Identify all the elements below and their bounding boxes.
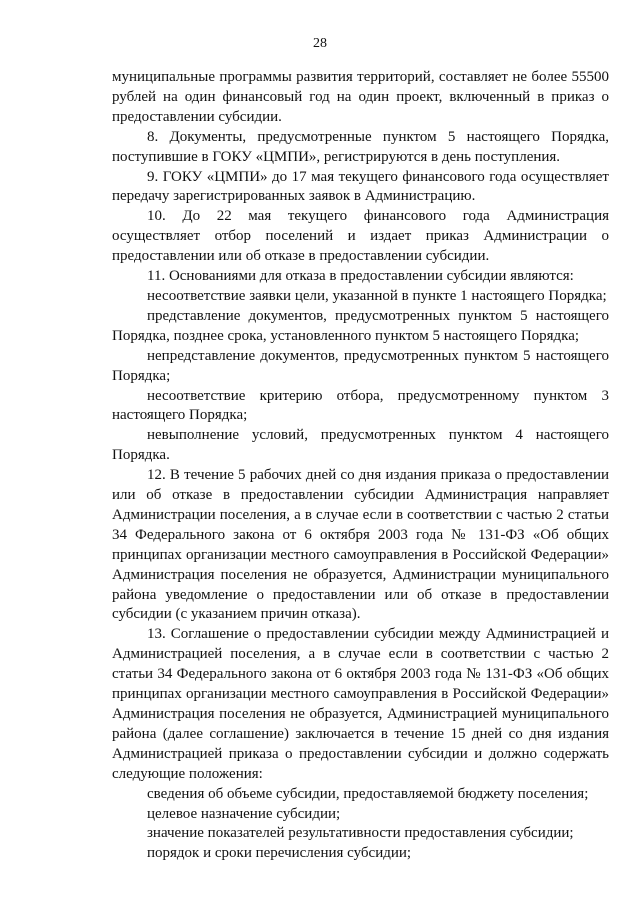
paragraph-item-13: 13. Соглашение о предоставлении субсидии между Администрацией и Администрацией поселения, а в случае если в соответствии с частью 2 статьи 34 Федерального закона от 6 октября 2003 года № 131-ФЗ «Об общих принципах организации местного самоуправления в Российской Федерации» Администрация поселения не образуется, Администрацией муниципального района (далее соглашение) заключается в течение 15 дней со дня издания Администрацией приказа о предоставлении субсидии и должно содержать следующие положения: (112, 626, 609, 782)
page-number: 28 (313, 36, 327, 51)
refusal-reason: несоответствие критерию отбора, предусмотренному пунктом 3 настоящего Порядка; (112, 387, 609, 424)
paragraph-item-12: 12. В течение 5 рабочих дней со дня издания приказа о предоставлении или об отказе в предоставлении субсидии Администрация направляет Администрации поселения, а в случае если в соответствии с частью 2 статьи 34 Федерального закона от 6 октября 2003 года № 131-ФЗ «Об общих принципах организации местного самоуправления в Российской Федерации» Администрация поселения не образуется, Администрации муниципального района уведомление о предоставлении или об отказе в предоставлении субсидии (с указанием причин отказа). (112, 467, 609, 623)
paragraph-item-10: 10. До 22 мая текущего финансового года Администрация осуществляет отбор поселений и издает приказ Администрации о предоставлении или об отказе в предоставлении субсидии. (112, 208, 609, 265)
agreement-provision: значение показателей результативности предоставления субсидии; (147, 825, 574, 842)
paragraph-item-11: 11. Основаниями для отказа в предоставлении субсидии являются: (147, 268, 574, 285)
paragraph-item-9: 9. ГОКУ «ЦМПИ» до 17 мая текущего финансового года осуществляет передачу зарегистрированных заявок в Администрацию. (112, 168, 609, 205)
agreement-provision: сведения об объеме субсидии, предоставляемой бюджету поселения; (147, 785, 589, 802)
agreement-provision: порядок и сроки перечисления субсидии; (147, 845, 412, 862)
agreement-provision: целевое назначение субсидии; (147, 805, 341, 822)
refusal-reason: несоответствие заявки цели, указанной в пункте 1 настоящего Порядка; (147, 287, 607, 304)
refusal-reason: непредставление документов, предусмотренных пунктом 5 настоящего Порядка; (112, 347, 609, 384)
refusal-reason: невыполнение условий, предусмотренных пунктом 4 настоящего Порядка. (112, 427, 609, 464)
paragraph-item-8: 8. Документы, предусмотренные пунктом 5 настоящего Порядка, поступившие в ГОКУ «ЦМПИ», регистрируются в день поступления. (112, 128, 609, 165)
refusal-reason: представление документов, предусмотренных пунктом 5 настоящего Порядка, позднее срока, установленного пунктом 5 настоящего Порядка; (112, 307, 609, 344)
paragraph-continuation: муниципальные программы развития территорий, составляет не более 55500 рублей на один финансовый год на один проект, включенный в приказ о предоставлении субсидии. (112, 69, 609, 125)
document-body (112, 68, 609, 864)
